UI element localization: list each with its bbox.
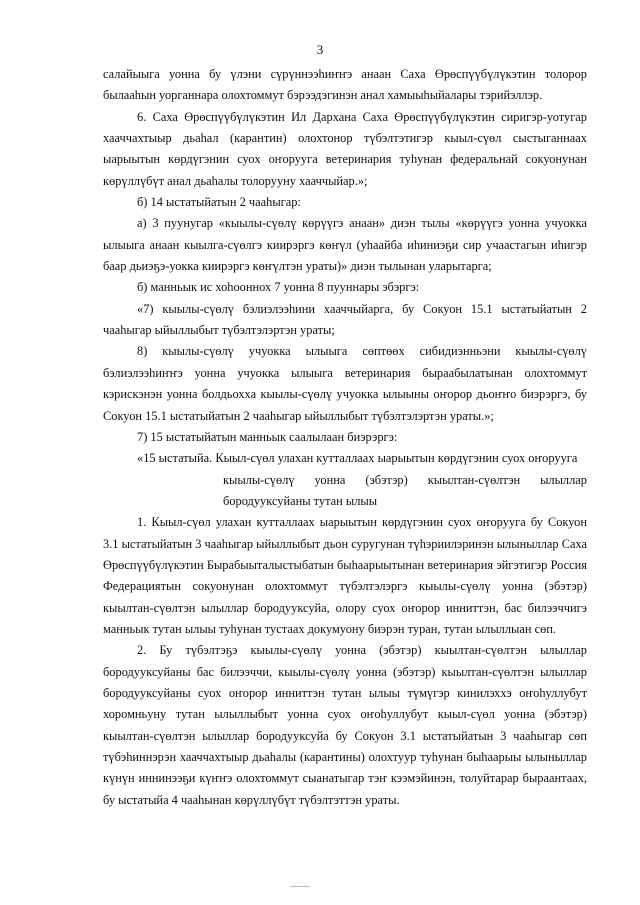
paragraph-amendment-b: б) 14 ыстатыйатын 2 чааһыгар: bbox=[137, 195, 301, 210]
heading-word: ылыллар bbox=[540, 472, 587, 487]
heading-word: кыылтан-сүөлтэн bbox=[427, 472, 521, 487]
heading-word: уонна bbox=[314, 472, 346, 487]
page-number: 3 bbox=[316, 42, 324, 57]
paragraph-point-7: «7) кыылы-сүөлү бэлиэлээһини хааччыйарга, бу Сокуон 15.1 ыстатыйатын 2 чааһыгар ыйыллыбыт түбэлтэлэртэн ураты; bbox=[103, 301, 587, 338]
heading-word: (эбэтэр) bbox=[365, 472, 408, 487]
footer-mark bbox=[290, 886, 310, 887]
paragraph-amendment-7: 7) 15 ыстатыйатын манньык саалылаан биэрэргэ: bbox=[137, 429, 398, 444]
paragraph: салайыыга уонна бу үлэни сүрүннээһиҥҥэ анаан Саха Өрөспүүбүлүкэтин толорор былааһын уорганнара олохтоммут бэрээдэгинэн анал хамыыһыйалары тэрийэллэр. bbox=[103, 67, 587, 103]
paragraph-subitem-b: б) манньык ис хоһооннох 7 уонна 8 пууннары эбэргэ: bbox=[137, 280, 420, 295]
document-body bbox=[103, 64, 587, 811]
heading-word: кыылы-сүөлү bbox=[223, 472, 295, 487]
article-15-part-1: 1. Кыыл-сүөл улахан кутталлаах ыарыытын көрдүгэнин суох оҥорууга бу Сокуон 3.1 ыстатыйатын 3 чааһыгар ыйыллыбыт дьон суругунан түһэриилэринэн ылыныллар Саха Өрөспүүбүлүкэтин Бырабыыталыстыбатын быһаарыытынан ветеринария эйгэтигэр Россия Федерациятын сокуонунан олохтоммут түбэлтэлэргэ кыылы-сүөлү уонна (эбэтэр) кыылтан-сүөлтэн ылыллар бородууксуйа, олору суох оҥорор инниттэн, бас билээччигэ манньык тутан ылыы туһунан тустаах докумуону биэрэн туран, тутан ылыллыан сөп. bbox=[103, 515, 587, 636]
heading-line: бородууксуйаны тутан ылыы bbox=[223, 493, 378, 508]
article-15-heading-continuation bbox=[223, 470, 587, 513]
article-15-title: «15 ыстатыйа. Кыыл-сүөл улахан кутталлаах ыарыытын көрдүгэнин суох оҥорууга bbox=[137, 451, 578, 466]
paragraph-subitem-a: а) 3 пуунугар «кыылы-сүөлү көрүүгэ анаан» диэн тылы «көрүүгэ уонна учуокка ылыыга анаан кыылга-сүөлгэ киирэргэ көҥүл (уһаайба иһиниэҕи сир учаастагын иһигэр баар дьиэҕэ-уокка киирэргэ көҥүлтэн ураты)» диэн тылынан уларытарга; bbox=[103, 216, 587, 274]
paragraph-point-8: 8) кыылы-сүөлү учуокка ылыыга сөптөөх сибидиэнньэни кыылы-сүөлү бэлиэлээһиҥҥэ уонна учуокка ылыыга ветеринария быраабылатынан олохтоммут кэрискэнэн уонна болдьохха кыылы-сүөлү учуокка ылыыны оҥорор дьоҥҥо биэрэргэ, бу Сокуон 15.1 ыстатыйатын 2 чааһыгар ыйыллыбыт түбэлтэлэртэн ураты.»; bbox=[103, 344, 587, 423]
heading-line bbox=[223, 470, 587, 491]
article-15-part-2: 2. Бу түбэлтэҕэ кыылы-сүөлү уонна (эбэтэр) кыылтан-сүөлтэн ылыллар бородууксуйаны бас билээччи, кыылы-сүөлү уонна (эбэтэр) кыылтан-сүөлтэн ылыллар бородууксуйаны суох оҥорор инниттэн тутан ылыы түмүгэр кинилэххэ оҥоһуллубут хоромньуну тутан ылыллыбыт уонна суох оҥоһуллубут кыыл-сүөл уонна (эбэтэр) кыылтан-сүөлтэн ылыллар бородууксуйа бу Сокуон 3.1 ыстатыйатын 3 чааһыгар сөп түбэһиннэрэн хааччахтыыр дьаһалы (карантины) олохтуур туһунан быһаарыы ылыныллар күнүн иннинээҕи күҥҥэ олохтоммут сыанатыгар тэҥ кээмэйинэн, толуйтарар быраантаах, бу ыстатыйа 4 чааһынан көрүллүбүт түбэлтэттэн ураты. bbox=[103, 643, 587, 807]
paragraph-item-6: 6. Саха Өрөспүүбүлүкэтин Ил Дархана Саха Өрөспүүбүлүкэтин сиригэр-уотугар хааччахтыыр дьаһал (карантин) олохтонор түбэлтэтигэр кыыл-сүөл сыстыганнаах ыарыытын көрдүгэнин суох оҥорууга ветеринария туһунан федеральнай сокуонунан көрүллүбүт анал дьаһалы толорууну хааччыйар.»; bbox=[103, 109, 587, 188]
